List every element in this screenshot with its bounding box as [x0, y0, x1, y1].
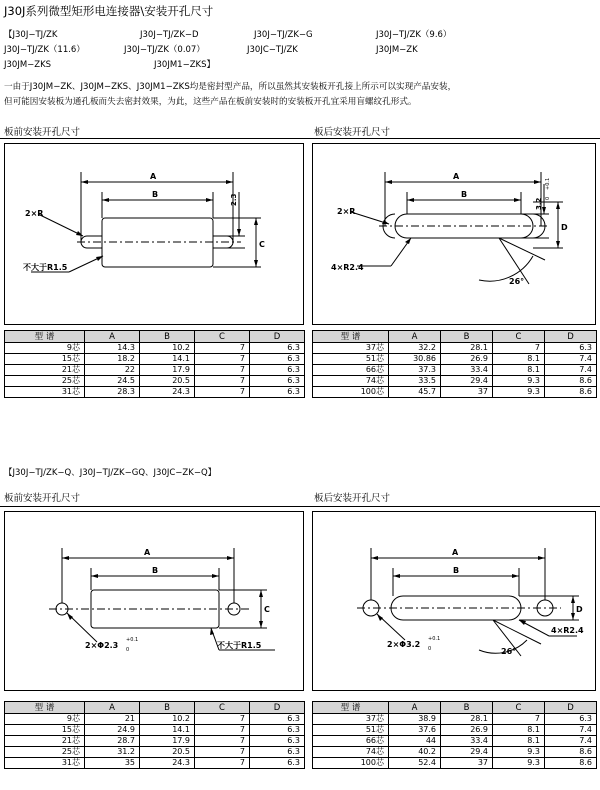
table-cell: 6.3 [545, 714, 597, 725]
tolerance-lower: 0 [545, 196, 551, 200]
table-cell: 26.9 [441, 354, 493, 365]
table-row [313, 354, 597, 365]
table-header: A [389, 702, 441, 714]
dim-label-d: D [576, 605, 583, 614]
table-row [313, 343, 597, 354]
table-cell: 9芯 [5, 343, 85, 354]
radius-note: 不大于R1.5 [217, 641, 262, 650]
table-cell: 74芯 [313, 747, 389, 758]
table-cell: 6.3 [250, 387, 305, 398]
table-cell: 6.3 [250, 343, 305, 354]
table-cell: 37芯 [313, 343, 389, 354]
hole-label: 2×Φ3.2 [387, 640, 421, 649]
table-cell: 33.4 [441, 736, 493, 747]
table-cell: 7 [195, 758, 250, 769]
front-mount-label: 板前安装开孔尺寸 [4, 127, 81, 138]
table-cell: 6.3 [250, 747, 305, 758]
table-cell: 32.2 [389, 343, 441, 354]
tolerance-lower: 0 [126, 647, 130, 653]
dim-label-a: A [452, 548, 459, 557]
table-header: A [389, 331, 441, 343]
table-cell: 7.4 [545, 725, 597, 736]
sealing-note-line1: 一由于J30JM−ZK、J30JM−ZKS、J30JM1−ZKS均是密封型产品，所以虽然其安装板开孔接上所示可以实现产品安装， [4, 82, 457, 92]
table-cell: 28.3 [85, 387, 140, 398]
model-name: J30J−TJ/ZK−D [140, 30, 199, 40]
dim-label-height: 3.2 [535, 197, 543, 210]
table-cell: 7.4 [545, 365, 597, 376]
table-cell: 15芯 [5, 354, 85, 365]
angle-label: 26° [501, 647, 517, 656]
table-header: C [493, 702, 545, 714]
model-name: J30J−TJ/ZK（9.6） [376, 30, 452, 40]
model-name: J30JM1−ZKS】 [154, 60, 215, 70]
table-header-row [5, 702, 305, 714]
table-row [313, 747, 597, 758]
table-cell: 15芯 [5, 725, 85, 736]
table-row [5, 365, 305, 376]
table-cell: 20.5 [140, 747, 195, 758]
table-cell: 31芯 [5, 387, 85, 398]
table-cell: 7 [195, 725, 250, 736]
table-row [5, 387, 305, 398]
table-cell: 35 [85, 758, 140, 769]
model-name: J30JC−TJ/ZK [247, 45, 298, 55]
rear-mount-diagram [313, 144, 595, 324]
model-name: J30JM−ZKS [4, 60, 52, 70]
table-cell: 8.6 [545, 376, 597, 387]
hole-label: 2×Φ2.3 [85, 641, 119, 650]
table-cell: 8.1 [493, 365, 545, 376]
table-cell: 66芯 [313, 736, 389, 747]
table-cell: 51芯 [313, 725, 389, 736]
front-mount-diagram-2 [5, 512, 303, 690]
table-row [313, 387, 597, 398]
angle-label: 26° [509, 277, 525, 286]
table-header: D [250, 702, 305, 714]
table-cell: 8.6 [545, 758, 597, 769]
table-cell: 8.1 [493, 354, 545, 365]
table-row [313, 758, 597, 769]
table-cell: 6.3 [250, 725, 305, 736]
dim-label-c: C [259, 240, 265, 249]
radius-label: 2×R [337, 207, 356, 216]
table-header: 型 谱 [313, 702, 389, 714]
table-row [313, 736, 597, 747]
table-cell: 40.2 [389, 747, 441, 758]
table-cell: 10.2 [140, 343, 195, 354]
table-header: C [493, 331, 545, 343]
table-cell: 52.4 [389, 758, 441, 769]
table-cell: 7 [195, 354, 250, 365]
table-cell: 8.1 [493, 736, 545, 747]
table-cell: 28.7 [85, 736, 140, 747]
dim-label-a: A [453, 172, 460, 181]
front-mount-diagram-frame-2 [4, 511, 304, 691]
table-row [313, 365, 597, 376]
dim-label-a: A [144, 548, 151, 557]
table-cell: 31芯 [5, 758, 85, 769]
table-cell: 51芯 [313, 354, 389, 365]
table-cell: 7 [195, 387, 250, 398]
table-cell: 18.2 [85, 354, 140, 365]
table-cell: 10.2 [140, 714, 195, 725]
table-header: 型 谱 [5, 331, 85, 343]
table-cell: 100芯 [313, 387, 389, 398]
tolerance-upper: +0.1 [126, 637, 139, 643]
model-list-line1 [4, 28, 600, 42]
tolerance-lower: 0 [428, 646, 432, 652]
table-row [5, 725, 305, 736]
table-cell: 7 [493, 343, 545, 354]
table-cell: 6.3 [250, 354, 305, 365]
table-cell: 17.9 [140, 365, 195, 376]
front-mount-diagram [5, 144, 303, 324]
table-row [5, 714, 305, 725]
dim-label-c: C [264, 605, 270, 614]
table-cell: 7 [195, 365, 250, 376]
table-cell: 29.4 [441, 376, 493, 387]
model-list-line3 [4, 58, 600, 72]
table-header: A [85, 702, 140, 714]
model-name: J30J−TJ/ZK（0.07） [124, 45, 205, 55]
dim-label-b: B [152, 190, 159, 199]
spec-table-front-2 [4, 701, 305, 769]
table-header: B [140, 702, 195, 714]
table-cell: 28.1 [441, 714, 493, 725]
table-row [313, 725, 597, 736]
table-cell: 9.3 [493, 747, 545, 758]
tolerance-upper: +0.1 [545, 177, 551, 190]
table-cell: 6.3 [250, 365, 305, 376]
table-cell: 17.9 [140, 736, 195, 747]
table-row [5, 736, 305, 747]
radius-label: 2×R [25, 209, 44, 218]
table-cell: 38.9 [389, 714, 441, 725]
model-name: 【J30J−TJ/ZK [4, 30, 58, 40]
table-header: D [250, 331, 305, 343]
sealing-note-line2: 但可能因安装板为通孔板而失去密封效果，为此，这些产品在板前安装时的安装板开孔宜采用盲螺纹孔形式。 [4, 97, 417, 107]
table-cell: 25芯 [5, 376, 85, 387]
front-mount-label: 板前安装开孔尺寸 [4, 493, 81, 504]
rear-mount-diagram-2 [313, 512, 595, 690]
table-header: B [441, 331, 493, 343]
table-cell: 66芯 [313, 365, 389, 376]
table-cell: 37 [441, 387, 493, 398]
rear-mount-diagram-frame-2 [312, 511, 596, 691]
table-cell: 14.3 [85, 343, 140, 354]
table-cell: 9芯 [5, 714, 85, 725]
spec-table-front-1 [4, 330, 305, 398]
table-cell: 21芯 [5, 365, 85, 376]
table-cell: 14.1 [140, 725, 195, 736]
corner-radius-label: 4×R2.4 [551, 626, 584, 635]
table-cell: 9.3 [493, 387, 545, 398]
table-cell: 74芯 [313, 376, 389, 387]
table-header-row [313, 331, 597, 343]
rear-mount-label: 板后安装开孔尺寸 [314, 127, 391, 138]
table-row [5, 343, 305, 354]
table-header: B [441, 702, 493, 714]
dim-label-d: D [561, 223, 568, 232]
table-cell: 24.3 [140, 758, 195, 769]
table-cell: 7 [195, 714, 250, 725]
corner-radius-label: 4×R2.4 [331, 263, 364, 272]
page-title: J30J系列微型矩形电连接器\安装开孔尺寸 [4, 4, 214, 18]
radius-note: 不大于R1.5 [23, 263, 68, 272]
model-list-line2 [4, 43, 600, 57]
table-cell: 29.4 [441, 747, 493, 758]
table-cell: 37.3 [389, 365, 441, 376]
model-name: J30JM−ZK [376, 45, 418, 55]
dim-label-b: B [453, 566, 460, 575]
table-cell: 7 [195, 343, 250, 354]
dim-label-height: 2.3 [230, 193, 238, 206]
table-cell: 6.3 [250, 714, 305, 725]
tolerance-upper: +0.1 [428, 636, 441, 642]
table-cell: 7.4 [545, 736, 597, 747]
section2-models: 【J30J−TJ/ZK−Q、J30J−TJ/ZK−GQ、J30JC−ZK−Q】 [4, 468, 217, 478]
table-cell: 31.2 [85, 747, 140, 758]
table-cell: 7 [195, 747, 250, 758]
table-cell: 9.3 [493, 376, 545, 387]
front-mount-diagram-frame [4, 143, 304, 325]
table-cell: 8.1 [493, 725, 545, 736]
table-cell: 25芯 [5, 747, 85, 758]
table-header: C [195, 702, 250, 714]
table-cell: 24.5 [85, 376, 140, 387]
table-cell: 6.3 [250, 758, 305, 769]
rear-mount-diagram-frame [312, 143, 596, 325]
model-name: J30J−TJ/ZK−G [254, 30, 313, 40]
table-cell: 33.4 [441, 365, 493, 376]
table-cell: 33.5 [389, 376, 441, 387]
table-cell: 20.5 [140, 376, 195, 387]
table-cell: 26.9 [441, 725, 493, 736]
table-cell: 8.6 [545, 747, 597, 758]
table-cell: 24.3 [140, 387, 195, 398]
spec-table-rear-1 [312, 330, 597, 398]
table-cell: 44 [389, 736, 441, 747]
table-row [5, 376, 305, 387]
table-header-row [313, 702, 597, 714]
table-cell: 21芯 [5, 736, 85, 747]
table-cell: 37.6 [389, 725, 441, 736]
table-cell: 6.3 [545, 343, 597, 354]
table-cell: 8.6 [545, 387, 597, 398]
table-cell: 37 [441, 758, 493, 769]
table-cell: 45.7 [389, 387, 441, 398]
table-cell: 7 [195, 736, 250, 747]
table-cell: 21 [85, 714, 140, 725]
dim-label-a: A [150, 172, 157, 181]
rear-mount-label: 板后安装开孔尺寸 [314, 493, 391, 504]
table-cell: 7 [195, 376, 250, 387]
table-cell: 6.3 [250, 736, 305, 747]
table-header-row [5, 331, 305, 343]
table-cell: 14.1 [140, 354, 195, 365]
divider [0, 506, 600, 507]
table-header: 型 谱 [5, 702, 85, 714]
table-cell: 7.4 [545, 354, 597, 365]
table-cell: 100芯 [313, 758, 389, 769]
model-name: J30J−TJ/ZK（11.6） [4, 45, 85, 55]
table-row [5, 354, 305, 365]
table-header: A [85, 331, 140, 343]
dim-label-b: B [461, 190, 468, 199]
table-row [5, 747, 305, 758]
table-row [313, 376, 597, 387]
table-cell: 9.3 [493, 758, 545, 769]
table-cell: 6.3 [250, 376, 305, 387]
table-header: 型 谱 [313, 331, 389, 343]
spec-table-rear-2 [312, 701, 597, 769]
table-header: D [545, 702, 597, 714]
table-header: B [140, 331, 195, 343]
table-cell: 22 [85, 365, 140, 376]
table-cell: 30.86 [389, 354, 441, 365]
table-header: C [195, 331, 250, 343]
dim-label-b: B [152, 566, 159, 575]
table-cell: 24.9 [85, 725, 140, 736]
table-row [313, 714, 597, 725]
table-cell: 28.1 [441, 343, 493, 354]
table-header: D [545, 331, 597, 343]
divider [0, 138, 600, 139]
table-cell: 7 [493, 714, 545, 725]
table-cell: 37芯 [313, 714, 389, 725]
table-row [5, 758, 305, 769]
